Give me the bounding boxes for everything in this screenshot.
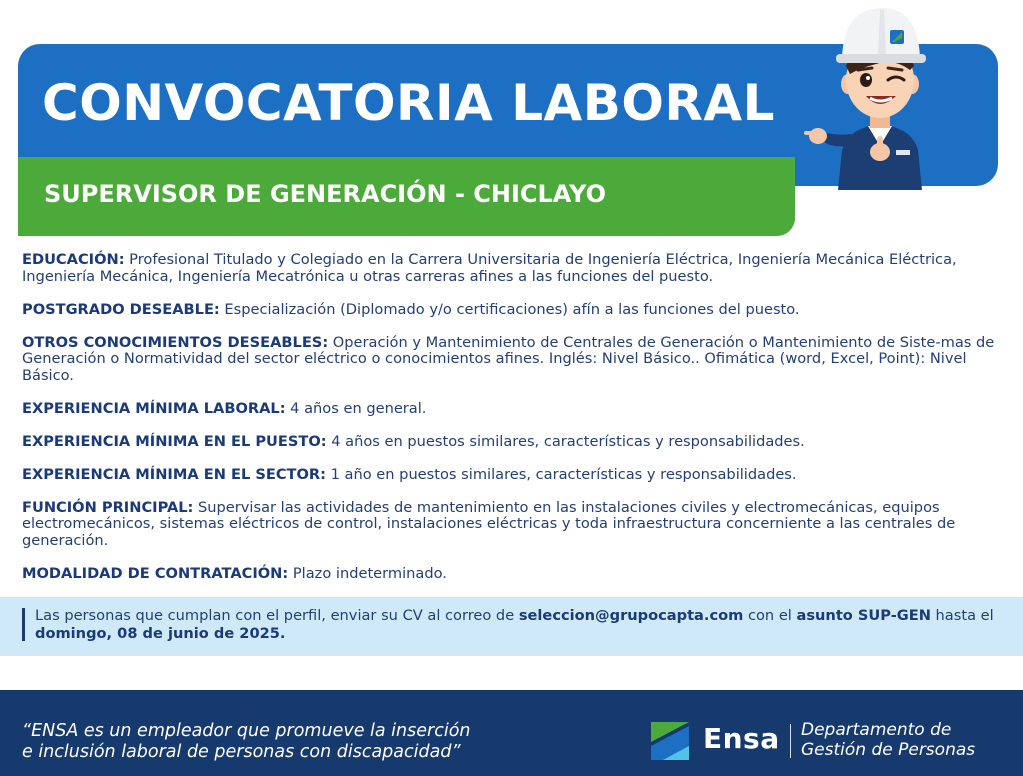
section-experience-general bbox=[22, 401, 1007, 418]
engineer-mascot-icon bbox=[800, 0, 960, 190]
ensa-logo-icon bbox=[649, 720, 691, 762]
requirements-list bbox=[22, 252, 1007, 599]
section-label: POSTGRADO DESEABLE: bbox=[22, 300, 220, 318]
section-text: Especialización (Diplomado y/o certificaciones) afín a las funciones del puesto. bbox=[219, 300, 800, 318]
application-notice bbox=[0, 597, 1023, 656]
notice-part: hasta el bbox=[930, 607, 994, 624]
department-name bbox=[801, 720, 975, 760]
section-text: 4 años en puestos similares, características y responsabilidades. bbox=[326, 432, 805, 450]
section-other-knowledge bbox=[22, 335, 1007, 385]
footer-divider bbox=[790, 724, 791, 758]
notice-part: con el bbox=[743, 607, 797, 624]
section-text: Supervisar las actividades de mantenimiento en las instalaciones civiles y electromecánicas, equipos electromecánicos, sistemas eléctricos de control, instalaciones eléctricas y toda infraestructura concerniente a las centrales de generación. bbox=[22, 498, 956, 549]
section-main-function bbox=[22, 500, 1007, 550]
quote-line: e inclusión laboral de personas con discapacidad” bbox=[22, 742, 461, 762]
section-text: Operación y Mantenimiento de Centrales de Generación o Mantenimiento de Siste-mas de Generación o Normatividad del sector eléctrico o conocimientos afines. Inglés: Nivel Básico.. Ofimática (word, Excel, Point): Nivel Básico. bbox=[22, 333, 995, 384]
section-experience-sector bbox=[22, 467, 1007, 484]
job-title: SUPERVISOR DE GENERACIÓN - CHICLAYO bbox=[44, 180, 607, 208]
section-label: FUNCIÓN PRINCIPAL: bbox=[22, 498, 194, 516]
notice-text bbox=[35, 607, 1010, 643]
section-text: Profesional Titulado y Colegiado en la Carrera Universitaria de Ingeniería Eléctrica, Ingeniería Mecánica Eléctrica, Ingeniería Mecánica, Ingeniería Mecatrónica u otras carreras afines a las funciones del puesto. bbox=[22, 251, 957, 285]
notice-accent-bar bbox=[22, 608, 25, 641]
dept-line: Departamento de bbox=[801, 720, 952, 740]
section-text: 1 año en puestos similares, características y responsabilidades. bbox=[325, 465, 797, 483]
section-text: Plazo indeterminado. bbox=[288, 564, 447, 582]
contact-email[interactable]: seleccion@grupocapta.com bbox=[518, 607, 744, 624]
section-label: EXPERIENCIA MÍNIMA EN EL SECTOR: bbox=[22, 465, 326, 483]
section-label: OTROS CONOCIMIENTOS DESEABLES: bbox=[22, 333, 329, 351]
section-label: MODALIDAD DE CONTRATACIÓN: bbox=[22, 564, 289, 582]
section-contract-type bbox=[22, 566, 1007, 583]
quote-line: “ENSA es un empleador que promueve la inserción bbox=[22, 721, 471, 741]
dept-line: Gestión de Personas bbox=[801, 740, 976, 760]
section-experience-position bbox=[22, 434, 1007, 451]
section-label: EXPERIENCIA MÍNIMA EN EL PUESTO: bbox=[22, 432, 327, 450]
brand-name: Ensa bbox=[703, 722, 780, 755]
email-subject: asunto SUP-GEN bbox=[796, 607, 931, 624]
section-label: EXPERIENCIA MÍNIMA LABORAL: bbox=[22, 399, 286, 417]
inclusion-quote bbox=[22, 721, 582, 763]
section-text: 4 años en general. bbox=[285, 399, 427, 417]
section-label: EDUCACIÓN: bbox=[22, 251, 125, 268]
section-postgrad bbox=[22, 302, 1007, 319]
notice-part: Las personas que cumplan con el perfil, enviar su CV al correo de bbox=[35, 607, 519, 624]
footer bbox=[0, 690, 1023, 776]
page-title: CONVOCATORIA LABORAL bbox=[42, 74, 775, 132]
section-education bbox=[22, 252, 1007, 285]
deadline-date: domingo, 08 de junio de 2025. bbox=[35, 625, 286, 642]
